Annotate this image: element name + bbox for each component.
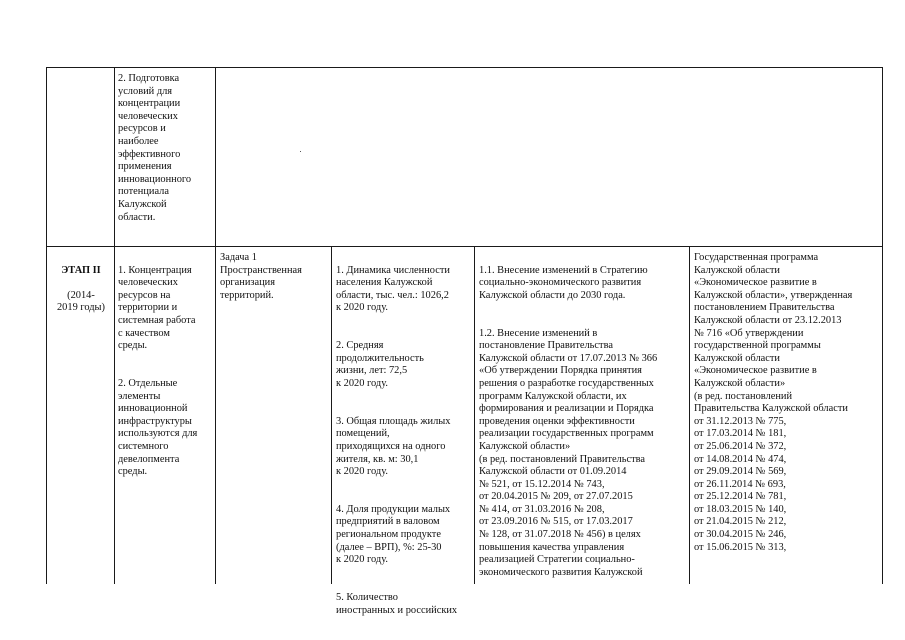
table-row-divider	[46, 246, 883, 247]
measure-item: 1.1. Внесение изменений в Стратегию социально-экономического развития Калужской области до 2030 года.	[479, 264, 648, 301]
table-column-divider-2	[215, 67, 216, 584]
task-cell: Задача 1 Пространственная организация территорий.	[220, 252, 302, 301]
indicator-item: 4. Доля продукции малых предприятий в валовом региональном продукте (далее – ВРП), %: 25-30 к 2020 году.	[336, 503, 451, 566]
program-cell: Государственная программа Калужской области «Экономическое развитие в Калужской области», утвержденная постановлением Правительства Калужской области от 23.12.2013 № 716 «Об утверждении государственной программы Калужской области «Экономическое развитие в Калужской области» (в ред. постановлений Правительства Калужской области от 31.12.2013 № 775, от 17.03.2014 № 181, от 25.06.2014 № 372, от 14.08.2014 № 474, от 29.09.2014 № 569, от 26.11.2014 № 693, от 25.12.2014 № 781, от 18.03.2015 № 140, от 21.04.2015 № 212, от 30.04.2015 № 246, от 15.06.2015 № 313,	[694, 252, 853, 553]
stage-years: (2014- 2019 годы)	[56, 289, 105, 314]
measure-item: 1.2. Внесение изменений в постановление Правительства Калужской области от 17.07.2013 № 366 «Об утверждении Порядка принятия решения о разработке государственных программ Калужской области, их формирования и реализации и Порядка проведения оценки эффективности реализации государственных программ Калужской области» (в ред. постановлений Правительства Калужской области от 01.09.2014 № 521, от 15.12.2014 № 743, от 20.04.2015 № 209, от 27.07.2015 № 414, от 31.03.2016 № 208, от 23.09.2016 № 515, от 17.03.2017 № 128, от 31.07.2018 № 456) в целях повышения качества управления реализацией Стратегии социально- экономического развития Калужской	[479, 327, 658, 578]
indicators-cell	[336, 252, 473, 630]
indicator-item: 3. Общая площадь жилых помещений, приходящихся на одного жителя, кв. м: 30,1 к 2020 году.	[336, 415, 451, 478]
scan-speck	[300, 151, 301, 152]
top-row-goal-cell: 2. Подготовка условий для концентрации человеческих ресурсов и наиболее эффективного применения инновационного потенциала Калужской области.	[118, 73, 192, 223]
table-border-right	[882, 67, 883, 584]
stage-label-cell	[50, 252, 112, 328]
table-border-left	[46, 67, 47, 584]
indicator-item: 2. Средняя продолжительность жизни, лет: 72,5 к 2020 году.	[336, 340, 424, 389]
table-border-top	[46, 67, 883, 68]
indicator-item: 5. Количество иностранных и российских	[336, 592, 458, 616]
table-column-divider-5	[689, 246, 690, 584]
stage-title: ЭТАП II	[61, 264, 101, 276]
stage-goals-cell	[118, 252, 214, 491]
table-column-divider-1	[114, 67, 115, 584]
table-column-divider-3	[331, 246, 332, 584]
measures-cell	[479, 252, 688, 592]
goal-item: 2. Отдельные элементы инновационной инфраструктуры используются для системного девелопмента среды.	[118, 377, 198, 478]
goal-item: 1. Концентрация человеческих ресурсов на территории и системная работа с качеством среды.	[118, 264, 196, 352]
indicator-item: 1. Динамика численности населения Калужской области, тыс. чел.: 1026,2 к 2020 году.	[336, 264, 450, 314]
table-column-divider-4	[474, 246, 475, 584]
